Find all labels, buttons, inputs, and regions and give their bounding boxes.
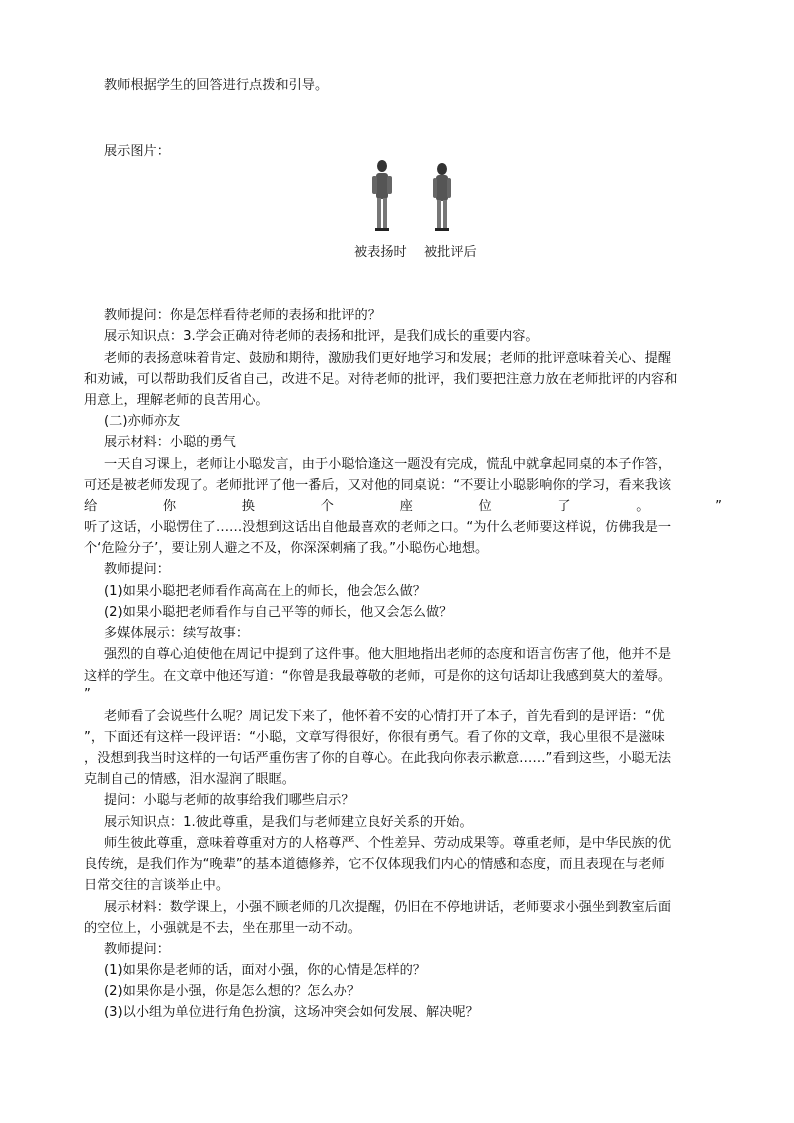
paragraph: 展示知识点：1.彼此尊重，是我们与老师建立良好关系的开始。 <box>104 815 473 830</box>
paragraph: 展示图片： <box>104 144 170 159</box>
paragraph: 展示知识点：3.学会正确对待老师的表扬和批评，是我们成长的重要内容。 <box>104 329 539 344</box>
spread-char: 位 <box>478 499 492 514</box>
paragraph: 这样的学生。在文章中他还写道：“你曾是我最尊敬的老师，可是你的这句话却让我感到莫大的羞辱。 <box>84 669 672 684</box>
spread-char: 你 <box>162 499 177 514</box>
figure-illustration <box>352 156 482 246</box>
spread-char: 换 <box>241 499 255 514</box>
paragraph: 展示材料：小聪的勇气 <box>104 435 236 450</box>
paragraph: 教师提问：你是怎样看待老师的表扬和批评的？ <box>104 308 381 323</box>
paragraph: 师生彼此尊重，意味着尊重对方的人格尊严、个性差异、劳动成果等。尊重老师，是中华民族的优 <box>104 836 672 851</box>
criticized-student-figure <box>433 163 451 231</box>
spread-char: 了 <box>557 499 571 514</box>
paragraph: 的空位上，小强就是不去，坐在那里一动不动。 <box>84 921 361 936</box>
spread-line <box>84 496 722 519</box>
paragraph: 一天自习课上，老师让小聪发言，由于小聪恰逢这一题没有完成，慌乱中就拿起同桌的本子作答， <box>104 457 672 472</box>
paragraph: ，没想到我当时这样的一句话严重伤害了你的自尊心。在此我向你表示歉意……”看到这些，小聪无法 <box>84 751 672 766</box>
paragraph: 克制自己的情感，泪水湿润了眼眶。 <box>84 772 295 787</box>
paragraph: 教师根据学生的回答进行点拨和引导。 <box>104 78 329 93</box>
paragraph: 强烈的自尊心迫使他在周记中提到了这件事。他大胆地指出老师的态度和语言伤害了他，他并不是 <box>104 647 672 662</box>
caption-praised: 被表扬时 <box>354 245 407 260</box>
spread-char: 给 <box>84 499 98 514</box>
paragraph: ”，下面还有这样一段评语：“小聪，文章写得很好，你很有勇气。看了你的文章，我心里很不是滋味 <box>84 730 665 745</box>
paragraph: 展示材料：数学课上，小强不顾老师的几次提醒，仍旧在不停地讲话，老师要求小强坐到教室后面 <box>104 900 672 915</box>
paragraph: 多媒体展示：续写故事： <box>104 626 250 641</box>
paragraph: 良传统，是我们作为“晚辈”的基本道德修养，它不仅体现我们内心的情感和态度，而且表现在与老师 <box>84 857 665 872</box>
paragraph: 日常交往的言谈举止中。 <box>84 878 230 893</box>
paragraph: 可还是被老师发现了。老师批评了他一番后，又对他的同桌说：“不要让小聪影响你的学习，看来我该 <box>84 478 672 493</box>
paragraph: 听了这话，小聪愣住了……没想到这话出自他最喜欢的老师之口。“为什么老师要这样说，仿佛我是一 <box>84 520 672 535</box>
paragraph: (1)如果你是老师的话，面对小强，你的心情是怎样的？ <box>104 963 426 978</box>
paragraph: (1)如果小聪把老师看作高高在上的师长，他会怎么做？ <box>104 584 426 599</box>
paragraph: 用意上，理解老师的良苦用心。 <box>84 393 269 408</box>
paragraph: 个‘危险分子’，要让别人避之不及，你深深刺痛了我。”小聪伤心地想。 <box>84 541 489 556</box>
paragraph: 老师看了会说些什么呢？周记发下来了，他怀着不安的心情打开了本子，首先看到的是评语：“优 <box>104 709 665 724</box>
paragraph: ” <box>84 687 91 702</box>
paragraph: (2)如果小聪把老师看作与自己平等的师长，他又会怎么做？ <box>104 605 453 620</box>
praised-student-figure <box>372 160 392 231</box>
spread-char: 个 <box>320 499 334 514</box>
paragraph: 教师提问： <box>104 942 170 957</box>
paragraph: 提问：小聪与老师的故事给我们哪些启示？ <box>104 793 355 808</box>
paragraph: (3)以小组为单位进行角色扮演，这场冲突会如何发展、解决呢？ <box>104 1005 479 1020</box>
caption-criticized: 被批评后 <box>424 245 477 260</box>
section-heading: (二)亦师亦友 <box>104 414 181 429</box>
paragraph: 和劝诫，可以帮助我们反省自己，改进不足。对待老师的批评，我们要把注意力放在老师批评的内容和 <box>84 372 678 387</box>
spread-char: 。 <box>636 499 650 514</box>
paragraph: 老师的表扬意味着肯定、鼓励和期待，激励我们更好地学习和发展；老师的批评意味着关心、提醒 <box>104 351 672 366</box>
paragraph: (2)如果你是小强，你是怎么想的？怎么办？ <box>104 984 361 999</box>
spread-char: 座 <box>399 499 413 514</box>
spread-char: ” <box>715 499 722 514</box>
paragraph: 教师提问： <box>104 562 170 577</box>
